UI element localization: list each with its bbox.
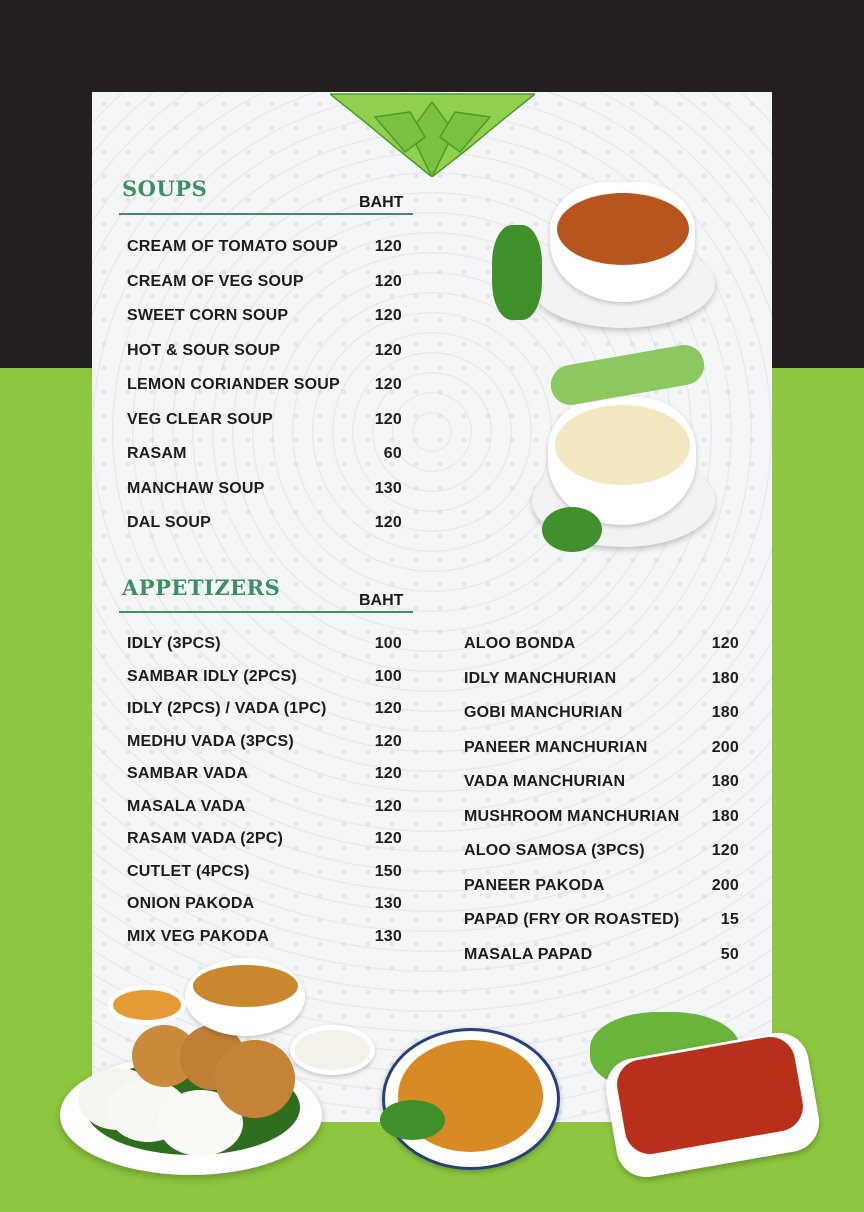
appetizers-list-right (464, 627, 739, 972)
sweet-corn-soup-image (555, 405, 690, 485)
menu-item (127, 628, 402, 661)
menu-item-price: 200 (711, 876, 739, 894)
menu-item (464, 662, 739, 697)
menu-item-name: SAMBAR IDLY (2PCS) (127, 667, 297, 685)
menu-item (127, 661, 402, 694)
menu-item-name: MUSHROOM MANCHURIAN (464, 807, 680, 825)
menu-item-name: GOBI MANCHURIAN (464, 704, 623, 722)
menu-item (127, 921, 402, 954)
menu-item (127, 368, 402, 403)
menu-item (127, 472, 402, 507)
soups-list (127, 230, 402, 541)
menu-item-price: 150 (374, 862, 402, 880)
herb-garnish-image (492, 225, 542, 320)
menu-item (464, 903, 739, 938)
menu-item-price: 120 (711, 842, 739, 860)
appetizers-currency-label: BAHT (359, 592, 404, 609)
menu-item (464, 627, 739, 662)
menu-item (127, 230, 402, 265)
chutney-bowl-image (108, 985, 186, 1025)
menu-item (127, 403, 402, 438)
menu-item (127, 758, 402, 791)
menu-item-price: 180 (711, 704, 739, 722)
menu-item (464, 869, 739, 904)
menu-item-name: RASAM VADA (2PC) (127, 830, 284, 848)
menu-item-price: 130 (374, 479, 402, 497)
menu-item-name: IDLY (2PCS) / VADA (1PC) (127, 700, 327, 718)
menu-item-name: IDLY MANCHURIAN (464, 669, 617, 687)
menu-item-price: 120 (374, 830, 402, 848)
menu-item-price: 120 (374, 765, 402, 783)
menu-item-name: MASALA VADA (127, 797, 246, 815)
menu-item (127, 506, 402, 541)
menu-item (127, 888, 402, 921)
menu-item (464, 800, 739, 835)
menu-item (464, 731, 739, 766)
menu-item-price: 50 (720, 945, 739, 963)
appetizers-list-left (127, 628, 402, 953)
menu-item-price: 100 (374, 635, 402, 653)
menu-item-price: 100 (374, 667, 402, 685)
menu-item (127, 334, 402, 369)
tomato-soup-image (557, 193, 689, 265)
menu-item-price: 60 (383, 445, 402, 463)
menu-item-name: MANCHAW SOUP (127, 479, 265, 497)
menu-item-price: 120 (374, 700, 402, 718)
menu-item-name: ALOO SAMOSA (3PCS) (464, 842, 645, 860)
menu-item-price: 130 (374, 895, 402, 913)
menu-item-name: PANEER PAKODA (464, 876, 605, 894)
menu-item-name: VADA MANCHURIAN (464, 773, 626, 791)
menu-item-price: 180 (711, 773, 739, 791)
menu-item-name: RASAM (127, 445, 187, 463)
menu-item-price: 120 (374, 410, 402, 428)
menu-item-name: SWEET CORN SOUP (127, 307, 289, 325)
menu-item (127, 693, 402, 726)
menu-item (464, 765, 739, 800)
vada-image (215, 1040, 295, 1118)
menu-item (127, 726, 402, 759)
coconut-chutney-image (290, 1025, 375, 1075)
menu-item-name: VEG CLEAR SOUP (127, 410, 273, 428)
mint-leaf-image (380, 1100, 445, 1140)
menu-item-price: 120 (374, 376, 402, 394)
menu-item-name: ONION PAKODA (127, 895, 255, 913)
menu-item-price: 120 (374, 514, 402, 532)
leaf-ornament-icon (330, 92, 535, 177)
menu-item (127, 856, 402, 889)
appetizers-divider (119, 611, 413, 613)
menu-item-name: HOT & SOUR SOUP (127, 341, 281, 359)
menu-item-price: 120 (374, 307, 402, 325)
menu-item (464, 696, 739, 731)
menu-item (464, 834, 739, 869)
menu-item-name: DAL SOUP (127, 514, 211, 532)
menu-item-price: 120 (374, 797, 402, 815)
mint-leaf-image (542, 507, 602, 552)
menu-item-price: 200 (711, 738, 739, 756)
menu-item-price: 15 (720, 911, 739, 929)
menu-item-name: CUTLET (4PCS) (127, 862, 250, 880)
soups-currency-label: BAHT (359, 194, 404, 211)
menu-item (127, 437, 402, 472)
appetizers-heading: APPETIZERS (122, 575, 281, 600)
menu-item-name: ALOO BONDA (464, 635, 576, 653)
menu-item-name: LEMON CORIANDER SOUP (127, 376, 340, 394)
menu-item (127, 823, 402, 856)
menu-item-price: 130 (374, 927, 402, 945)
menu-item-price: 120 (711, 635, 739, 653)
menu-item (127, 265, 402, 300)
menu-item-price: 120 (374, 341, 402, 359)
menu-item-name: PANEER MANCHURIAN (464, 738, 648, 756)
menu-item (464, 938, 739, 973)
soups-heading: SOUPS (122, 176, 208, 201)
soups-divider (119, 213, 413, 215)
menu-item-name: MEDHU VADA (3PCS) (127, 732, 294, 750)
menu-item-name: CREAM OF VEG SOUP (127, 272, 304, 290)
menu-item-price: 180 (711, 669, 739, 687)
menu-item-price: 120 (374, 732, 402, 750)
menu-item-name: SAMBAR VADA (127, 765, 249, 783)
menu-item-name: PAPAD (FRY OR ROASTED) (464, 911, 680, 929)
menu-item-name: MASALA PAPAD (464, 945, 593, 963)
menu-item-name: MIX VEG PAKODA (127, 927, 270, 945)
menu-item (127, 299, 402, 334)
menu-item-name: IDLY (3PCS) (127, 635, 221, 653)
menu-item-price: 180 (711, 807, 739, 825)
menu-item-price: 120 (374, 238, 402, 256)
menu-item-name: CREAM OF TOMATO SOUP (127, 238, 339, 256)
sambar-image (193, 965, 298, 1007)
menu-item-price: 120 (374, 272, 402, 290)
menu-item (127, 791, 402, 824)
